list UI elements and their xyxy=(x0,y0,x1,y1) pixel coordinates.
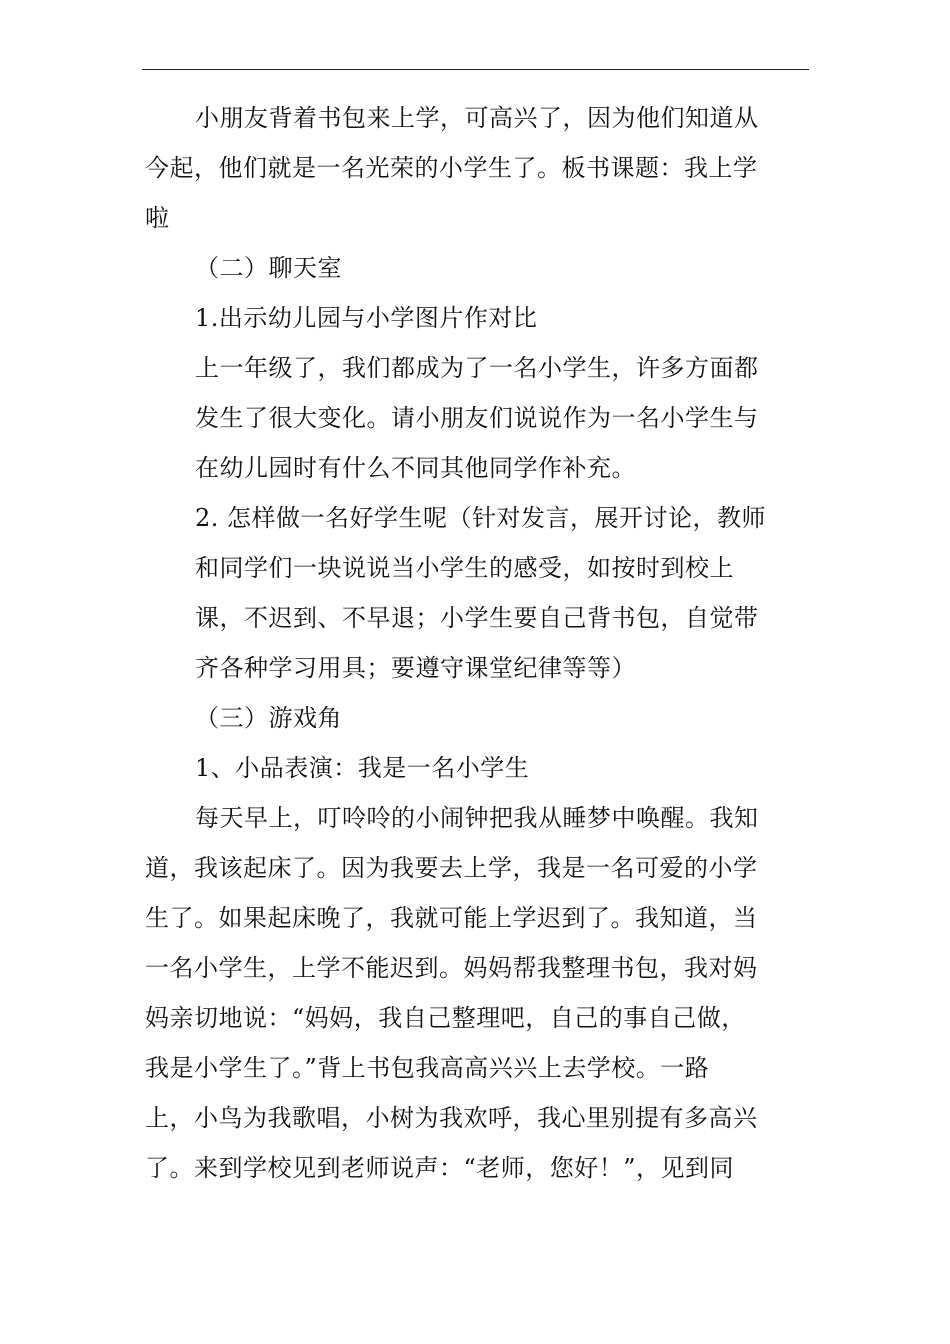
list-item: 1、小品表演：我是一名小学生 xyxy=(195,754,530,782)
section-heading: （二）聊天室 xyxy=(195,254,342,282)
paragraph-line: 上，小鸟为我歌唱，小树为我欢呼，我心里别提有多高兴 xyxy=(145,1104,758,1132)
paragraph-line: 小朋友背着书包来上学，可高兴了，因为他们知道从 xyxy=(195,104,759,132)
paragraph-line: 齐各种学习用具；要遵守课堂纪律等等） xyxy=(195,654,636,682)
list-item: 2. 怎样做一名好学生呢（针对发言，展开讨论，教师 xyxy=(195,504,767,532)
paragraph-line: 我是小学生了。”背上书包我高高兴兴上去学校。一路 xyxy=(145,1054,710,1082)
paragraph-line: 发生了很大变化。请小朋友们说说作为一名小学生与 xyxy=(195,404,759,432)
paragraph-line: 啦 xyxy=(145,204,170,232)
paragraph-line: 生了。如果起床晚了，我就可能上学迟到了。我知道，当 xyxy=(145,904,758,932)
paragraph-line: 课，不迟到、不早退；小学生要自己背书包，自觉带 xyxy=(195,604,759,632)
paragraph-line: 道，我该起床了。因为我要去上学，我是一名可爱的小学 xyxy=(145,854,758,882)
paragraph-line: 和同学们一块说说当小学生的感受，如按时到校上 xyxy=(195,554,734,582)
list-item: 1.出示幼儿园与小学图片作对比 xyxy=(195,304,538,332)
paragraph-line: 妈亲切地说：“妈妈，我自己整理吧，自己的事自己做， xyxy=(145,1004,746,1032)
paragraph-line: 了。来到学校见到老师说声：“老师，您好！”，见到同 xyxy=(145,1154,735,1182)
header-rule xyxy=(142,69,809,70)
paragraph-line: 每天早上，叮呤呤的小闹钟把我从睡梦中唤醒。我知 xyxy=(195,804,759,832)
paragraph-line: 在幼儿园时有什么不同其他同学作补充。 xyxy=(195,454,636,482)
paragraph-line: 今起，他们就是一名光荣的小学生了。板书课题：我上学 xyxy=(145,154,758,182)
section-heading: （三）游戏角 xyxy=(195,704,342,732)
paragraph-line: 一名小学生，上学不能迟到。妈妈帮我整理书包，我对妈 xyxy=(145,954,758,982)
paragraph-line: 上一年级了，我们都成为了一名小学生，许多方面都 xyxy=(195,354,759,382)
